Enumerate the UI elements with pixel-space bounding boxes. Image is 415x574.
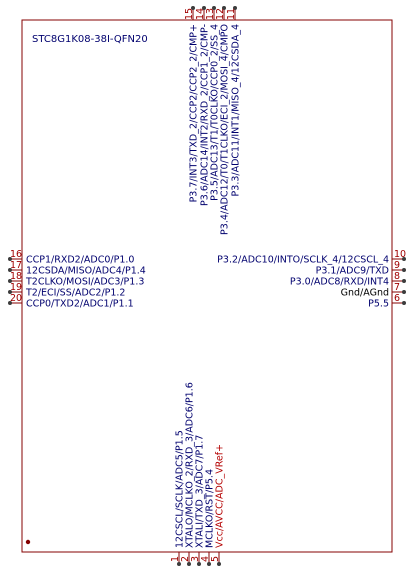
pin-label: P3.6/ADC14/INT2/RXD_2/CCP1_2/CMP- bbox=[199, 24, 211, 206]
pin-label: P3.7/INT3/TXD_2/CCP2/CCP2_2/CMP+ bbox=[188, 24, 200, 203]
pin-number: 1 bbox=[170, 555, 181, 562]
pin1-marker-dot bbox=[26, 540, 30, 544]
pin-number: 16 bbox=[10, 249, 23, 260]
pin-label: T2/ECI/SS/ADC2/P1.2 bbox=[26, 287, 126, 299]
component-title: STC8G1K08-38I-QFN20 bbox=[32, 34, 148, 45]
pin-number: 5 bbox=[210, 555, 221, 562]
pin-connection-dot bbox=[402, 290, 406, 294]
pin-label: XTALO/MCLKO_2/RXD_3/ADC6/P1.6 bbox=[184, 382, 196, 548]
pin-label: P3.3/ADC11/INT1/MISO_4/12CSDA_4 bbox=[230, 24, 242, 197]
pin-number: 18 bbox=[10, 271, 23, 282]
pin-label: P3.4/ADC12/T0/T1CLKO/ECI_2/MOSI_4/CMPO bbox=[219, 24, 231, 235]
pin-number: 12 bbox=[215, 7, 226, 20]
pin-connection-dot bbox=[402, 301, 406, 305]
pin-connection-dot bbox=[402, 279, 406, 283]
pin-label: CCP1/RXD2/ADC0/P1.0 bbox=[26, 254, 135, 266]
pin-label: Vcc/AVCC/ADC_VRef+ bbox=[214, 443, 226, 548]
pin-number: 7 bbox=[394, 282, 401, 293]
pin-number: 2 bbox=[180, 555, 191, 562]
pin-number: 6 bbox=[394, 293, 401, 304]
pin-label: 12CSDA/MISO/ADC4/P1.4 bbox=[26, 265, 146, 277]
pin-label: P3.0/ADC8/RXD/INT4 bbox=[289, 276, 389, 288]
pin-label: MCLKO/RST/P5.4 bbox=[204, 469, 216, 548]
pin-label: P3.5/ADC13/T1/T0CLKO/CCP0_2/SS_4 bbox=[209, 24, 221, 201]
pin-number: 19 bbox=[10, 282, 23, 293]
pin-number: 13 bbox=[205, 7, 216, 20]
pin-label: T2CLKO/MOSI/ADC3/P1.3 bbox=[26, 276, 145, 288]
pin-number: 20 bbox=[10, 293, 23, 304]
pin-label: P3.2/ADC10/INTO/SCLK_4/12CSCL_4 bbox=[217, 254, 389, 266]
pins-layer bbox=[8, 6, 406, 566]
pin-number: 17 bbox=[10, 260, 23, 271]
pin-number: 4 bbox=[200, 555, 211, 562]
pin-label: Gnd/AGnd bbox=[340, 287, 389, 299]
pin-label: P3.1/ADC9/TXD bbox=[315, 265, 389, 277]
pin-number: 11 bbox=[226, 7, 237, 20]
pin-connection-dot bbox=[402, 268, 406, 272]
pin-number: 8 bbox=[394, 271, 401, 282]
pin-number: 10 bbox=[394, 249, 407, 260]
pin-label: P5.5 bbox=[368, 298, 389, 310]
pin-label: CCP0/TXD2/ADC1/P1.1 bbox=[26, 298, 134, 310]
pin-number: 9 bbox=[394, 260, 401, 271]
pin-label: XTALI/TXD_3/ADC7/P1.7 bbox=[194, 434, 206, 548]
pin-number: 3 bbox=[190, 555, 201, 562]
pin-number: 14 bbox=[195, 7, 206, 20]
pin-label: 12CSCL/SCLK/ADC5/P1.5 bbox=[174, 430, 186, 548]
pin-number: 15 bbox=[184, 7, 195, 20]
